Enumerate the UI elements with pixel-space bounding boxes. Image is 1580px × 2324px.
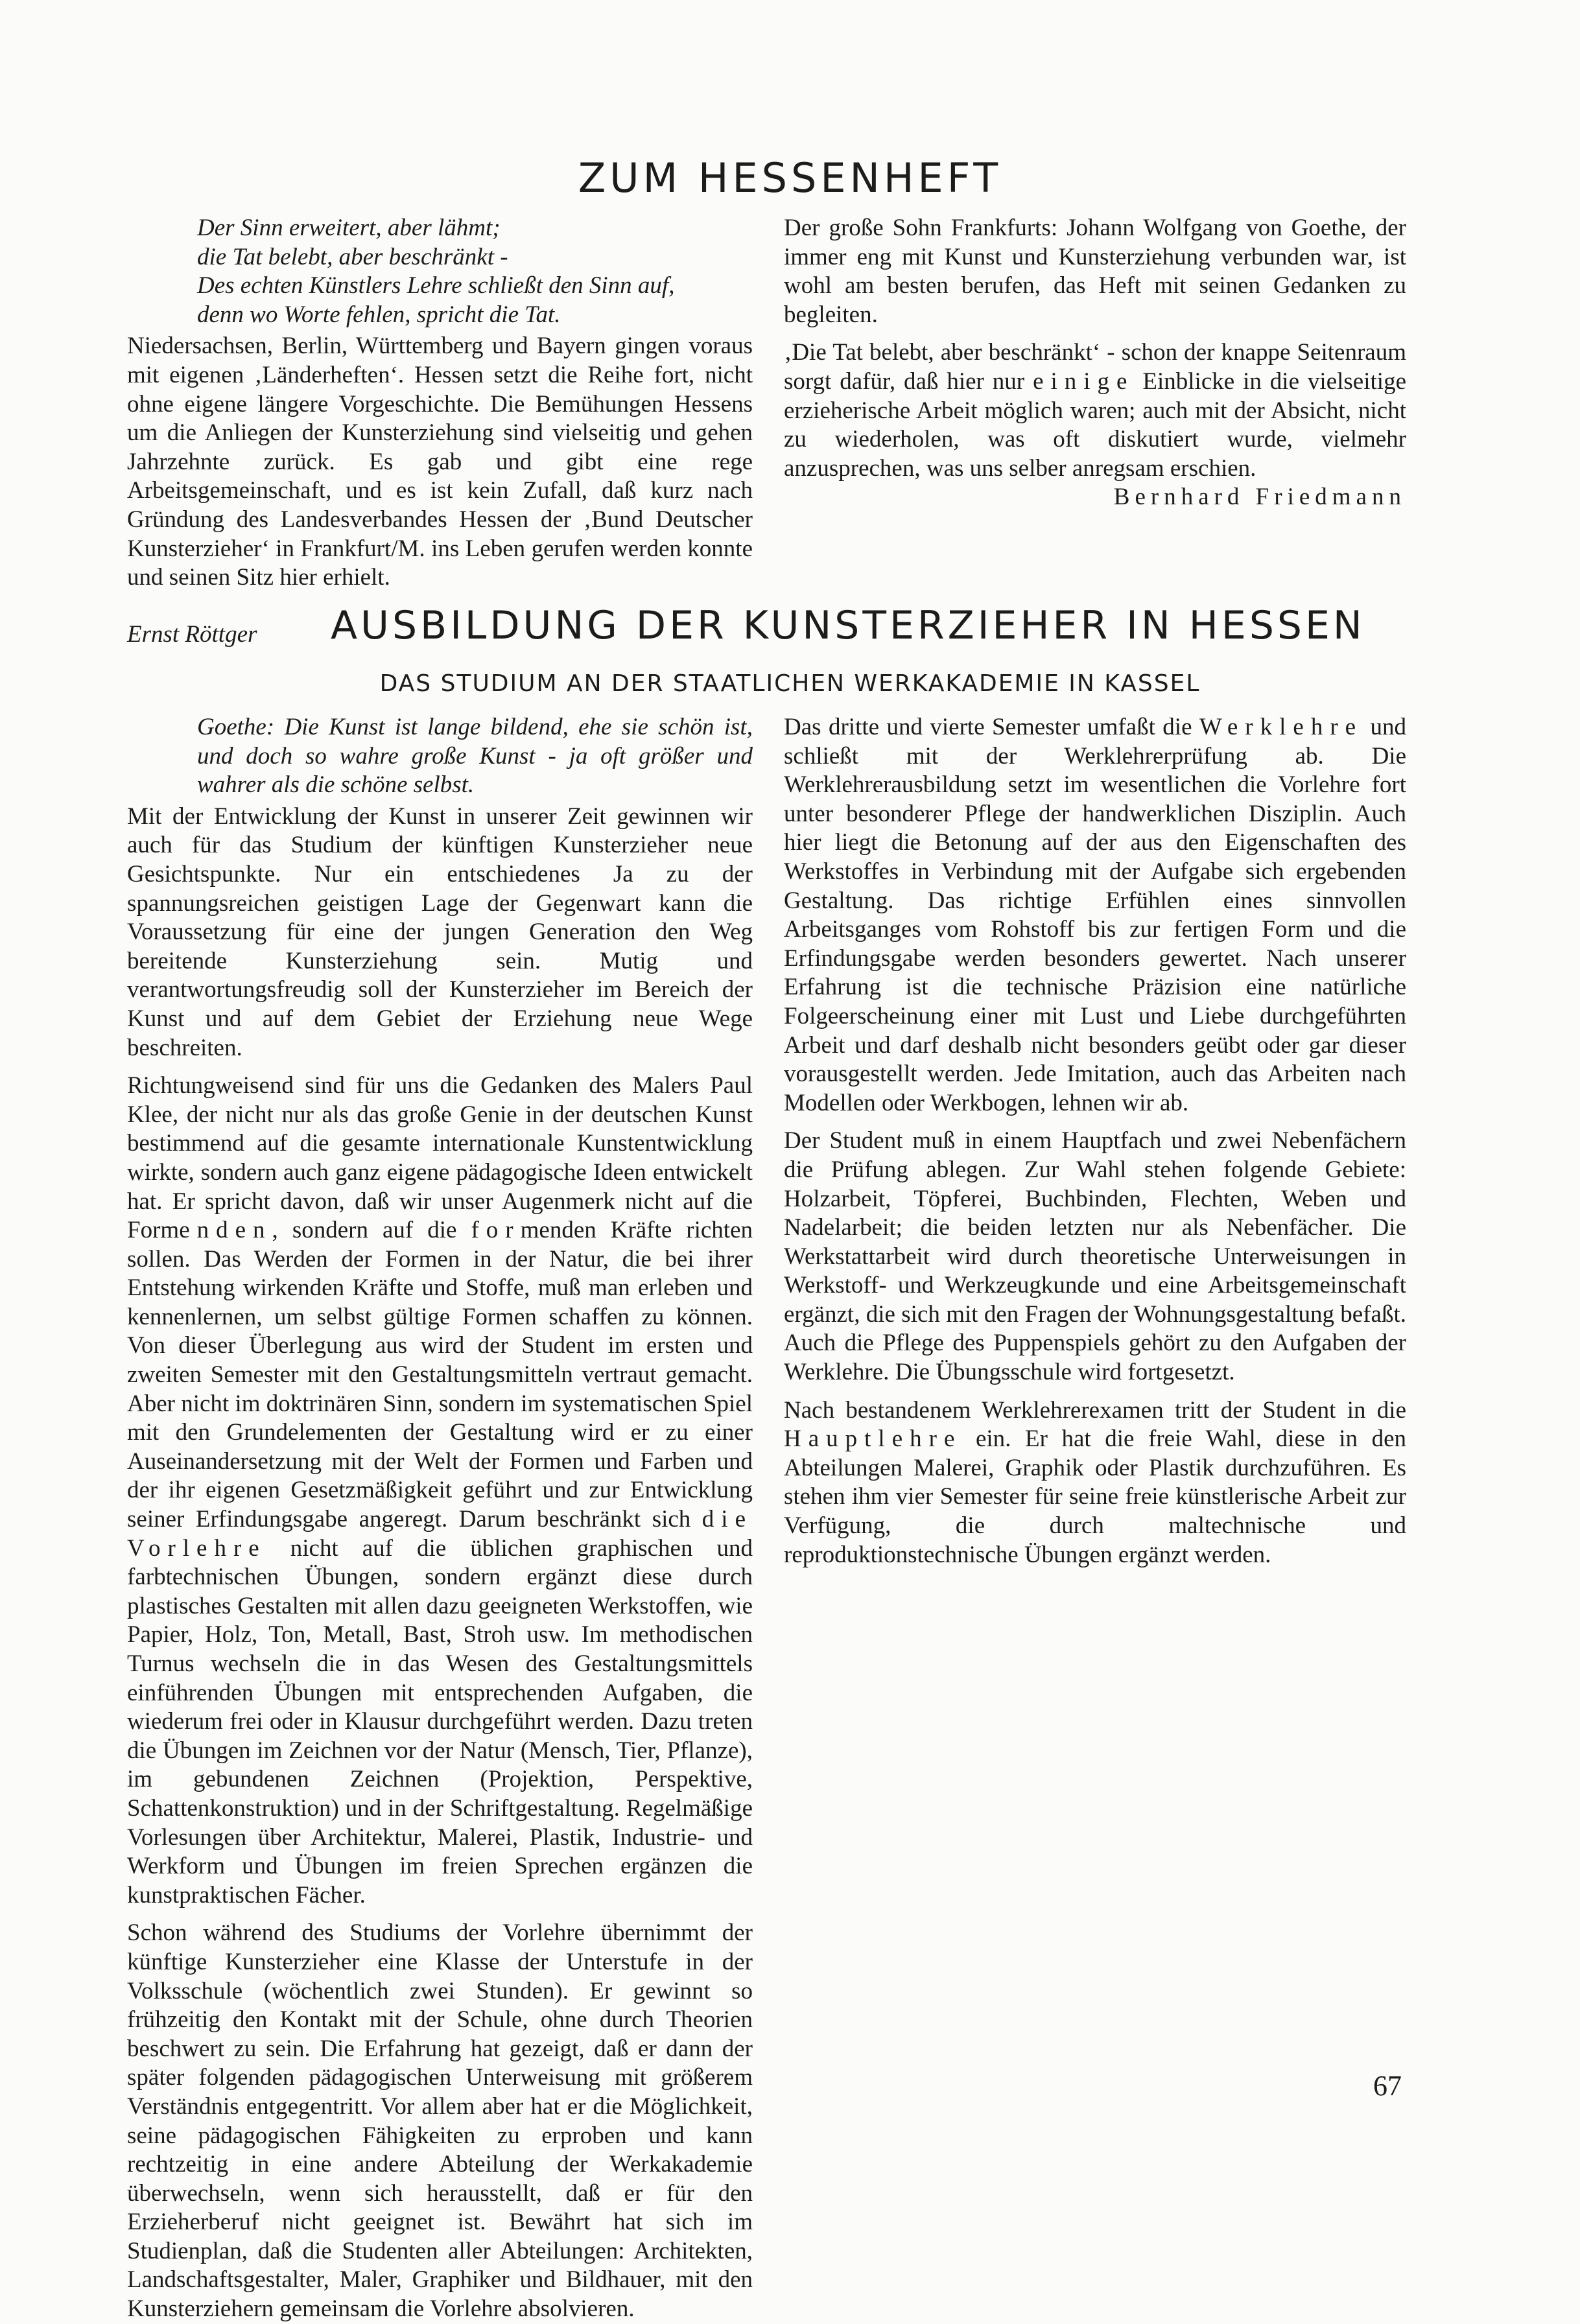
motto-line: denn wo Worte fehlen, spricht die Tat.	[197, 301, 561, 328]
article-2-column-left	[127, 713, 753, 2324]
paragraph: Schon während des Studiums der Vorlehre übernimmt der künftige Kunsterzieher eine Klasse der Unterstufe in der Volksschule (wöchentlich zwei Stunden). Er gewinnt so frühzeitig den Kontakt mit der Schule, ohne durch Theorien beschwert zu sein. Die Erfahrung hat gezeigt, daß er dann der später folgenden pädagogischen Unterweisung mit größerem Verständnis entgegentritt. Vor allem aber hat er die Möglichkeit, seine pädagogischen Fähigkeiten zu erproben und kann rechtzeitig in eine andere Abteilung der Werkakademie überwechseln, wenn sich herausstellt, daß er für den Erzieherberuf nicht geeignet ist. Bewährt hat sich im Studienplan, daß die Studenten aller Abteilungen: Architekten, Landschaftsgestalter, Maler, Graphiker und Bildhauer, mit den Kunsterziehern gemeinsam die Vorlehre absolvieren.	[127, 1919, 753, 2323]
article-2-author: Ernst Röttger	[127, 621, 257, 648]
paragraph: Mit der Entwicklung der Kunst in unserer Zeit gewinnen wir auch für das Studium der künftigen Kunsterzieher neue Gesichtspunkte. Nur ein entschiedenes Ja zu der spannungsreichen geistigen Lage der Gegenwart kann die Voraussetzung für eine der jungen Generation den Weg bereitende Kunsterziehung sein. Mutig und verantwortungsfreudig soll der Kunsterzieher im Bereich der Kunst und auf dem Gebiet der Erziehung neue Wege beschreiten.	[127, 803, 753, 1061]
motto-line: Der Sinn erweitert, aber lähmt;	[197, 215, 501, 241]
text-run: , sondern auf die	[272, 1217, 471, 1244]
text-run: ‚Die Tat belebt, aber beschränkt‘ - schon der knappe Seitenraum sorgt dafür, daß hier nur	[784, 339, 1406, 395]
text-run: Richtungweisend sind für uns die Gedanken des Malers Paul Klee, der nicht nur als das große Genie in der deutschen Kunst bestimmend auf die gesamte internationale Kunstentwicklung wirkte, sondern auch ganz eigene pädagogische Ideen entwickelt hat. Er spricht davon, daß wir unser Augenmerk nicht auf die Form	[127, 1072, 753, 1244]
motto-line: die Tat belebt, aber beschränkt -	[197, 243, 508, 270]
article-2-title: AUSBILDUNG DER KUNSTERZIEHER IN HESSEN	[331, 603, 1365, 648]
motto-line: Des echten Künstlers Lehre schließt den Sinn auf,	[197, 272, 675, 299]
paragraph	[784, 338, 1406, 483]
goethe-quote: Goethe: Die Kunst ist lange bildend, ehe sie schön ist, und doch so wahre große Kunst - ja oft größer und wahrer als die schöne selbst.	[197, 714, 753, 799]
spaced-emphasis: for	[471, 1217, 521, 1244]
spaced-emphasis: enden	[179, 1217, 272, 1244]
author-signature: Bernhard Friedmann	[1113, 484, 1406, 511]
paragraph: Der Student muß in einem Hauptfach und zwei Nebenfächern die Prüfung ablegen. Zur Wahl stehen folgende Gebiete: Holzarbeit, Töpferei, Buchbinden, Flechten, Weben und Nadelarbeit; die beiden letzten nur als Nebenfächer. Die Werkstattarbeit wird durch theoretische Unterweisungen in Werkstoff- und Werkzeugkunde und eine Arbeitsgemeinschaft ergänzt, die sich mit den Fragen der Wohnungsgestaltung befaßt. Auch die Pflege des Puppenspiels gehört zu den Aufgaben der Werklehre. Die Übungsschule wird fortgesetzt.	[784, 1127, 1406, 1386]
spaced-emphasis: Werklehre	[1199, 714, 1363, 740]
paragraph	[784, 1396, 1406, 1570]
paragraph: Der große Sohn Frankfurts: Johann Wolfgang von Goethe, der immer eng mit Kunst und Kunsterziehung verbunden war, ist wohl am besten berufen, das Heft mit seinen Gedanken zu begleiten.	[784, 215, 1406, 328]
article-2-subtitle: DAS STUDIUM AN DER STAATLICHEN WERKAKADEMIE IN KASSEL	[379, 670, 1201, 697]
paragraph: Niedersachsen, Berlin, Württemberg und Bayern gingen voraus mit eigenen ‚Länderheften‘. Hessen setzt die Reihe fort, nicht ohne eigene längere Vorgeschichte. Die Bemühungen Hessens um die Anliegen der Kunsterziehung sind vielseitig und gehen Jahrzehnte zurück. Es gab und gibt eine rege Arbeitsgemeinschaft, und es ist kein Zufall, daß kurz nach Gründung des Landesverbandes Hessen der ‚Bund Deutscher Kunsterzieher‘ in Frankfurt/M. ins Leben gerufen werden konnte und seinen Sitz hier erhielt.	[127, 333, 753, 591]
paragraph	[784, 713, 1406, 1118]
text-run: menden Kräfte richten sollen. Das Werden der Formen in der Natur, die bei ihrer Entstehung wirkenden Kräfte und Stoffe, muß man erleben und kennenlernen, um selbst gültige Formen schaffen zu können. Von dieser Überlegung aus wird der Student im ersten und zweiten Semester mit den Gestaltungsmitteln vertraut gemacht. Aber nicht im doktrinären Sinn, sondern im systematischen Spiel mit den Grundelementen der Gestaltung wird er zu einer Auseinandersetzung mit der Welt der Formen und Farben und der ihr eigenen Gesetzmäßigkeit geführt und zur Entwicklung seiner Erfindungsgabe angeregt. Darum beschränkt sich	[127, 1217, 753, 1533]
article-1-title: ZUM HESSENHEFT	[578, 154, 1002, 202]
page-number: 67	[1373, 2070, 1402, 2102]
article-2-column-right	[784, 713, 1406, 1569]
text-run: und schließt mit der Werklehrerprüfung ab. Die Werklehrerausbildung setzt im wesentlichen die Vorlehre fort unter besonderer Pflege der handwerklichen Disziplin. Auch hier liegt die Betonung auf der aus den Eigenschaften des Werkstoffes in Verbindung mit der Aufgabe sich ergebenden Gestaltung. Das richtige Erfühlen eines sinnvollen Arbeitsganges vom Rohstoff bis zur fertigen Form und die Erfindungsgabe werden besonders gewertet. Nach unserer Erfahrung ist die technische Präzision eine natürliche Folgeerscheinung einer mit Lust und Liebe durchgeführten Arbeit und darf deshalb nicht besonders geübt oder gar dieser vorausgestellt werden. Jede Imitation, auch das Arbeiten nach Modellen oder Werkbogen, lehnen wir ab.	[784, 714, 1406, 1116]
spaced-emphasis: die Vorlehre	[127, 1506, 753, 1562]
spaced-emphasis: einige	[1033, 368, 1135, 395]
article-1-column-right	[784, 214, 1406, 512]
goethe-motto	[127, 214, 753, 329]
text-run: ein. Er hat die freie Wahl, diese in den Abteilungen Malerei, Graphik oder Plastik durchzuführen. Es stehen ihm vier Semester für seine freie künstlerische Arbeit zur Verfügung, die durch maltechnische und reproduktionstechnische Übungen ergänzt werden.	[784, 1426, 1406, 1568]
spaced-emphasis: Hauptlehre	[784, 1426, 962, 1453]
text-run: nicht auf die üblichen graphischen und farbtechnischen Übungen, sondern ergänzt diese durch plastisches Gestalten mit allen dazu geeigneten Werkstoffen, wie Papier, Holz, Ton, Metall, Bast, Stroh usw. Im methodischen Turnus wechseln die in das Wesen des Gestaltungsmittels einführenden Übungen mit entsprechenden Aufgaben, die wiederum frei oder in Klausur durchgeführt werden. Dazu treten die Übungen im Zeichnen vor der Natur (Mensch, Tier, Pflanze), im gebundenen Zeichnen (Projektion, Perspektive, Schattenkonstruktion) und in der Schriftgestaltung. Regelmäßige Vorlesungen über Architektur, Malerei, Plastik, Industrie- und Werkform und Übungen im freien Sprechen ergänzen die kunstpraktischen Fächer.	[127, 1534, 753, 1908]
article-1-column-left	[127, 214, 753, 593]
text-run: Nach bestandenem Werklehrerexamen tritt der Student in die	[784, 1396, 1406, 1424]
text-run: Das dritte und vierte Semester umfaßt die	[784, 714, 1199, 740]
text-run: Einblicke in die vielseitige erzieherische Arbeit möglich waren; auch mit der Absicht, nicht zu wiederholen, was oft diskutiert wurde, vielmehr anzusprechen, was uns selber anregsam erschien.	[784, 368, 1406, 482]
paragraph	[127, 1072, 753, 1910]
